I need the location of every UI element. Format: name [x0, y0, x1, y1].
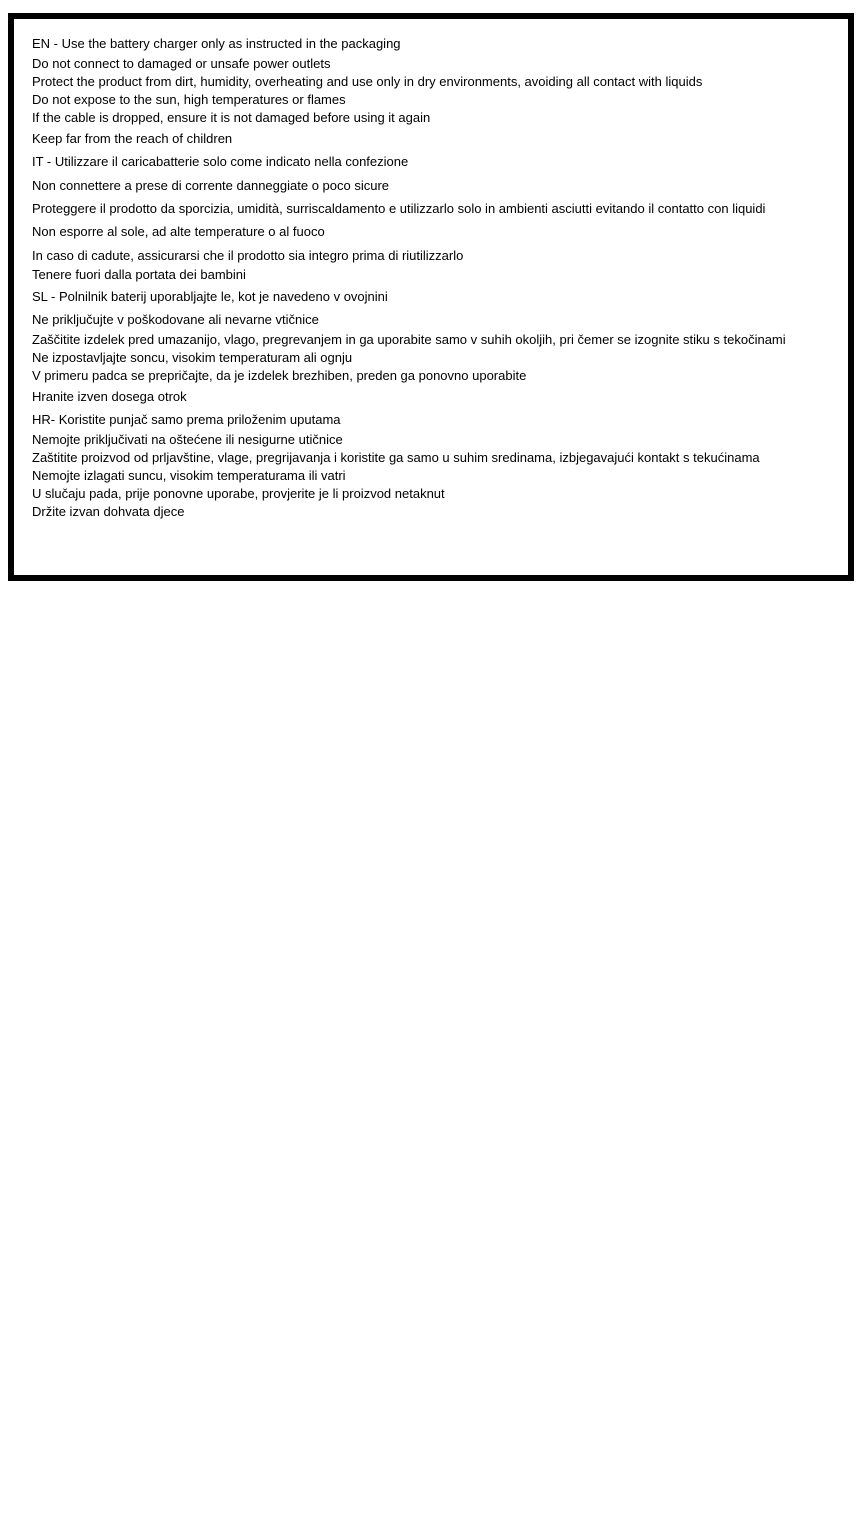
sl-instruction-5: V primeru padca se prepričajte, da je izdelek brezhiben, preden ga ponovno uporabite: [32, 368, 527, 383]
hr-instruction-1: HR- Koristite punjač samo prema priloženim uputama: [32, 412, 341, 427]
hr-instruction-6: Držite izvan dohvata djece: [32, 504, 185, 519]
sl-instruction-3: Zaščitite izdelek pred umazanijo, vlago, pregrevanjem in ga uporabite samo v suhih okoljih, pri čemer se izognite stiku s tekočinami: [32, 332, 786, 347]
it-instruction-5: In caso di cadute, assicurarsi che il prodotto sia integro prima di riutilizzarlo: [32, 248, 464, 263]
hr-instruction-5: U slučaju pada, prije ponovne uporabe, provjerite je li proizvod netaknut: [32, 486, 445, 501]
en-instruction-3: Protect the product from dirt, humidity, overheating and use only in dry environments, avoiding all contact with liquids: [32, 74, 703, 89]
hr-instruction-3: Zaštitite proizvod od prljavštine, vlage, pregrijavanja i koristite ga samo u suhim sredinama, izbjegavajući kontakt s tekućinama: [32, 450, 760, 465]
sl-instruction-4: Ne izpostavljajte soncu, visokim temperaturam ali ognju: [32, 350, 353, 365]
sl-instruction-2: Ne priključujte v poškodovane ali nevarne vtičnice: [32, 312, 319, 327]
it-instruction-1: IT - Utilizzare il caricabatterie solo come indicato nella confezione: [32, 154, 409, 169]
en-instruction-2: Do not connect to damaged or unsafe power outlets: [32, 56, 331, 71]
hr-instruction-4: Nemojte izlagati suncu, visokim temperaturama ili vatri: [32, 468, 346, 483]
en-instruction-6: Keep far from the reach of children: [32, 131, 233, 146]
it-instruction-3: Proteggere il prodotto da sporcizia, umidità, surriscaldamento e utilizzarlo solo in ambienti asciutti evitando il contatto con liquidi: [32, 201, 766, 216]
en-instruction-5: If the cable is dropped, ensure it is not damaged before using it again: [32, 110, 431, 125]
en-instruction-4: Do not expose to the sun, high temperatures or flames: [32, 92, 346, 107]
it-instruction-2: Non connettere a prese di corrente danneggiate o poco sicure: [32, 178, 390, 193]
en-instruction-1: EN - Use the battery charger only as instructed in the packaging: [32, 36, 401, 51]
sl-instruction-6: Hranite izven dosega otrok: [32, 389, 187, 404]
hr-instruction-2: Nemojte priključivati na oštećene ili nesigurne utičnice: [32, 432, 343, 447]
it-instruction-4: Non esporre al sole, ad alte temperature o al fuoco: [32, 224, 325, 239]
sl-instruction-1: SL - Polnilnik baterij uporabljajte le, kot je navedeno v ovojnini: [32, 289, 388, 304]
it-instruction-6: Tenere fuori dalla portata dei bambini: [32, 267, 246, 282]
